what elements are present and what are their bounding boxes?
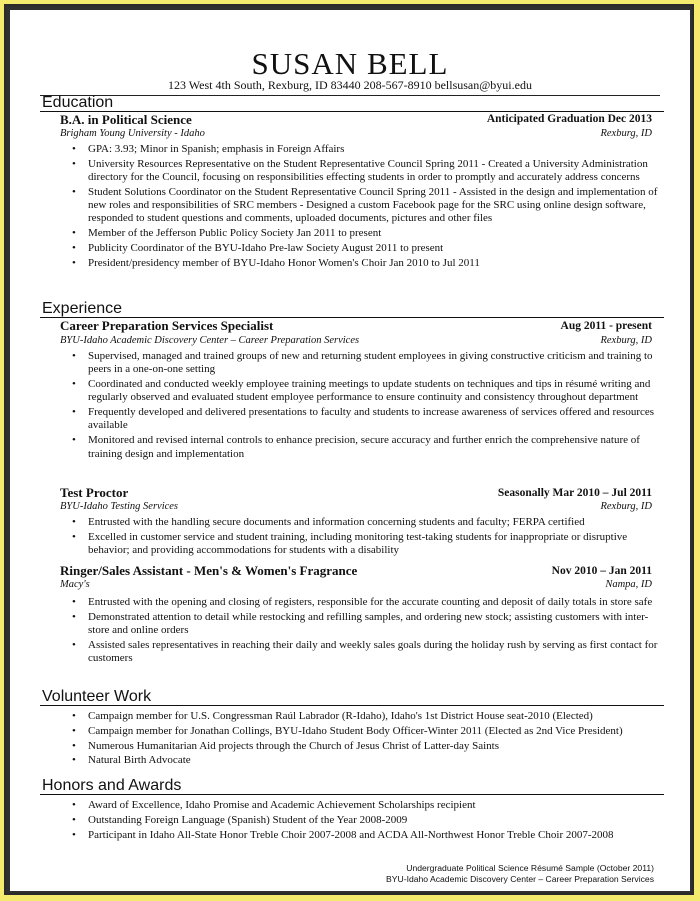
list-item: • Excelled in customer service and student training, including monitoring test-taking students for inappropriate or disruptive behavior; and providing accommodations for students with a disability — [72, 531, 658, 558]
job-organization: Macy's — [60, 579, 90, 590]
list-item: • Campaign member for Jonathan Collings, BYU-Idaho Student Body Officer-Winter 2011 (Elected as 2nd Vice President) — [72, 725, 658, 738]
resume-page — [10, 10, 690, 891]
honors-bullets — [72, 799, 658, 843]
job-date: Seasonally Mar 2010 – Jul 2011 — [497, 487, 652, 499]
list-item: • Campaign member for U.S. Congressman Raúl Labrador (R-Idaho), Idaho's 1st District House seat-2010 (Elected) — [72, 710, 658, 723]
volunteer-divider — [40, 705, 664, 706]
honors-heading: Honors and Awards — [42, 777, 182, 794]
list-item: • Monitored and revised internal controls to enhance precision, secure accuracy and further enrich the comprehensive nature of training design and implementation — [72, 434, 658, 461]
list-item: • Supervised, managed and trained groups of new and returning student employees in giving constructive criticism and training to peers in a one-on-one setting — [72, 350, 658, 377]
job-bullets — [72, 516, 658, 559]
job-title: Test Proctor — [60, 485, 129, 500]
list-item: • President/presidency member of BYU-Idaho Honor Women's Choir Jan 2010 to Jul 2011 — [72, 257, 658, 270]
list-item: • Entrusted with the opening and closing of registers, responsible for the accurate counting and deposit of daily totals in store safe — [72, 596, 658, 609]
list-item: • University Resources Representative on the Student Representative Council Spring 2011 - Created a University Administration directory for the Council, focusing on responsibilities effecting students in order to promptly and accurately address concerns — [72, 158, 658, 185]
page-footer — [386, 863, 654, 885]
job-title: Career Preparation Services Specialist — [60, 318, 274, 333]
honors-divider — [40, 794, 664, 795]
list-item: • Publicity Coordinator of the BYU-Idaho Pre-law Society August 2011 to present — [72, 242, 658, 255]
job-date: Nov 2010 – Jan 2011 — [551, 565, 652, 577]
degree-title: B.A. in Political Science — [60, 112, 192, 127]
graduation-date: Anticipated Graduation Dec 2013 — [486, 113, 652, 125]
list-item: • Natural Birth Advocate — [72, 754, 658, 767]
footer-line: Undergraduate Political Science Résumé Sample (October 2011) — [406, 863, 654, 873]
list-item: • GPA: 3.93; Minor in Spanish; emphasis in Foreign Affairs — [72, 143, 658, 156]
contact-divider — [40, 95, 660, 96]
list-item: • Student Solutions Coordinator on the Student Representative Council Spring 2011 - Assisted in the design and implementation of new roles and responsibilities of SRC members - Designed a custom Facebook page for the SRC using online design software, responded to student questions and comments, uploaded documents, pictures and other files — [72, 186, 658, 226]
contact-line: 123 West 4th South, Rexburg, ID 83440 208-567-8910 bellsusan@byui.edu — [168, 78, 532, 92]
list-item: • Assisted sales representatives in reaching their daily and weekly sales goals during the holiday rush by serving as first contact for customers — [72, 639, 658, 666]
job-title: Ringer/Sales Assistant - Men's & Women's Fragrance — [60, 563, 358, 578]
list-item: • Participant in Idaho All-State Honor Treble Choir 2007-2008 and ACDA All-Northwest Honor Treble Choir 2007-2008 — [72, 829, 658, 842]
job-location: Nampa, ID — [605, 579, 652, 590]
job-date: Aug 2011 - present — [560, 320, 652, 332]
list-item: • Frequently developed and delivered presentations to faculty and students to increase awareness of services offered and resources available — [72, 406, 658, 433]
experience-heading: Experience — [42, 300, 123, 317]
job-bullets — [72, 350, 658, 462]
job-organization: BYU-Idaho Testing Services — [60, 501, 179, 512]
education-bullets — [72, 143, 658, 272]
list-item: • Entrusted with the handling secure documents and information concerning students and faculty; FERPA certified — [72, 516, 658, 529]
job-location: Rexburg, ID — [600, 501, 652, 512]
education-heading: Education — [42, 94, 114, 111]
volunteer-heading: Volunteer Work — [42, 688, 152, 705]
list-item: • Demonstrated attention to detail while restocking and refilling samples, and ordering new stock; assisting customers with inter-store and online orders — [72, 611, 658, 638]
job-organization: BYU-Idaho Academic Discovery Center – Career Preparation Services — [60, 335, 360, 346]
list-item: • Numerous Humanitarian Aid projects through the Church of Jesus Christ of Latter-day Saints — [72, 740, 658, 753]
resume-name: SUSAN BELL — [251, 46, 449, 81]
job-bullets — [72, 596, 658, 667]
list-item: • Member of the Jefferson Public Policy Society Jan 2011 to present — [72, 227, 658, 240]
list-item: • Coordinated and conducted weekly employee training meetings to update students on techniques and tips in résumé writing and regularly observed and evaluated student employee performance to ensure continuity and consistency throughout department — [72, 378, 658, 405]
volunteer-bullets — [72, 710, 658, 769]
list-item: • Outstanding Foreign Language (Spanish) Student of the Year 2008-2009 — [72, 814, 658, 827]
school-name: Brigham Young University - Idaho — [60, 128, 205, 139]
list-item: • Award of Excellence, Idaho Promise and Academic Achievement Scholarships recipient — [72, 799, 658, 812]
school-location: Rexburg, ID — [600, 128, 652, 139]
footer-line: BYU-Idaho Academic Discovery Center – Career Preparation Services — [386, 874, 654, 884]
job-location: Rexburg, ID — [600, 335, 652, 346]
